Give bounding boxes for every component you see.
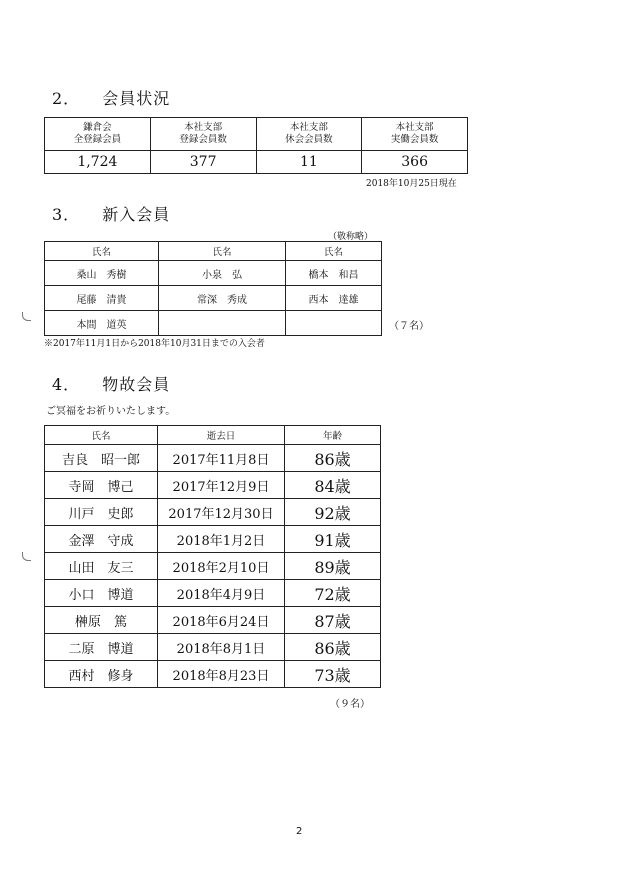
deceased-name: 榊原 篤 [45, 607, 158, 634]
deceased-date: 2018年1月2日 [158, 526, 285, 553]
new-member-name: 小泉 弘 [159, 261, 286, 286]
new-member-name: 桑山 秀樹 [45, 261, 159, 286]
section2-number: 2． [52, 89, 81, 108]
section4-number: 4． [52, 375, 81, 394]
deceased-date: 2018年8月23日 [158, 661, 285, 688]
status-header-label: 鎌倉会 全登録会員 [73, 122, 122, 145]
deceased-age: 72歳 [285, 580, 381, 607]
status-header-label: 本社支部 休会会員数 [285, 122, 333, 145]
deceased-count: （９名） [330, 699, 370, 710]
table-row [45, 607, 381, 634]
table-row [45, 261, 382, 286]
deceased-name: 西村 修身 [45, 661, 158, 688]
deceased-age: 86歳 [285, 445, 381, 472]
new-member-name [286, 311, 382, 336]
deceased-date: 2018年2月10日 [158, 553, 285, 580]
table-row [45, 553, 381, 580]
new-member-name: 橋本 和昌 [286, 261, 382, 286]
deceased-date: 2018年8月1日 [158, 634, 285, 661]
table-row [45, 499, 381, 526]
section2-title: 会員状況 [102, 89, 171, 108]
status-header-total [45, 118, 151, 151]
new-member-name: 常深 秀成 [159, 286, 286, 311]
status-header-registered [150, 118, 256, 151]
new-header-name: 氏名 [286, 242, 382, 261]
new-member-name: 西本 達雄 [286, 286, 382, 311]
deceased-name: 金澤 守成 [45, 526, 158, 553]
table-row [45, 311, 382, 336]
new-member-name [159, 311, 286, 336]
deceased-age: 87歳 [285, 607, 381, 634]
deceased-age: 86歳 [285, 634, 381, 661]
deceased-age: 89歳 [285, 553, 381, 580]
section2-heading [52, 86, 170, 109]
deceased-name: 二原 博道 [45, 634, 158, 661]
deceased-members-table [44, 425, 381, 688]
honorific-note: （敬称略） [328, 232, 374, 242]
section4-title: 物故会員 [102, 375, 171, 394]
dec-header-date: 逝去日 [158, 426, 285, 445]
new-members-table [44, 241, 382, 336]
table-row [45, 445, 381, 472]
page-number: 2 [296, 826, 303, 837]
new-member-name: 本間 道英 [45, 311, 159, 336]
deceased-age: 73歳 [285, 661, 381, 688]
status-header-inactive [256, 118, 362, 151]
table-row [45, 286, 382, 311]
section4-heading [52, 372, 170, 395]
new-member-name: 尾藤 清貴 [45, 286, 159, 311]
deceased-date: 2018年6月24日 [158, 607, 285, 634]
deceased-date: 2018年4月9日 [158, 580, 285, 607]
deceased-name: 吉良 昭一郎 [45, 445, 158, 472]
table-row [45, 472, 381, 499]
table-row [45, 526, 381, 553]
condolence-text: ご冥福をお祈りいたします。 [46, 406, 176, 417]
scan-mark [22, 312, 31, 321]
deceased-age: 84歳 [285, 472, 381, 499]
status-header-label: 本社支部 登録会員数 [179, 122, 227, 145]
status-header-label: 本社支部 実働会員数 [390, 122, 439, 145]
deceased-date: 2017年12月30日 [158, 499, 285, 526]
section3-heading [52, 202, 170, 225]
deceased-date: 2017年11月8日 [158, 445, 285, 472]
dec-header-name: 氏名 [45, 426, 158, 445]
new-header-name: 氏名 [45, 242, 159, 261]
status-header-active [362, 118, 468, 151]
section3-title: 新入会員 [102, 205, 171, 224]
scan-mark [22, 552, 31, 561]
status-value-registered: 377 [150, 151, 256, 174]
deceased-name: 小口 博道 [45, 580, 158, 607]
deceased-name: 山田 友三 [45, 553, 158, 580]
deceased-date: 2017年12月9日 [158, 472, 285, 499]
member-status-table [44, 117, 468, 174]
new-header-name: 氏名 [159, 242, 286, 261]
new-members-period-note: ※2017年11月1日から2018年10月31日までの入会者 [44, 339, 265, 349]
status-value-active: 366 [362, 151, 468, 174]
section3-number: 3． [52, 205, 81, 224]
status-value-inactive: 11 [256, 151, 362, 174]
deceased-name: 寺岡 博己 [45, 472, 158, 499]
deceased-name: 川戸 史郎 [45, 499, 158, 526]
table-row [45, 634, 381, 661]
table-row [45, 661, 381, 688]
deceased-age: 91歳 [285, 526, 381, 553]
as-of-date: 2018年10月25日現在 [366, 179, 457, 189]
status-value-total: 1,724 [45, 151, 151, 174]
dec-header-age: 年齢 [285, 426, 381, 445]
table-row [45, 580, 381, 607]
deceased-age: 92歳 [285, 499, 381, 526]
new-members-count: （７名） [389, 321, 429, 332]
